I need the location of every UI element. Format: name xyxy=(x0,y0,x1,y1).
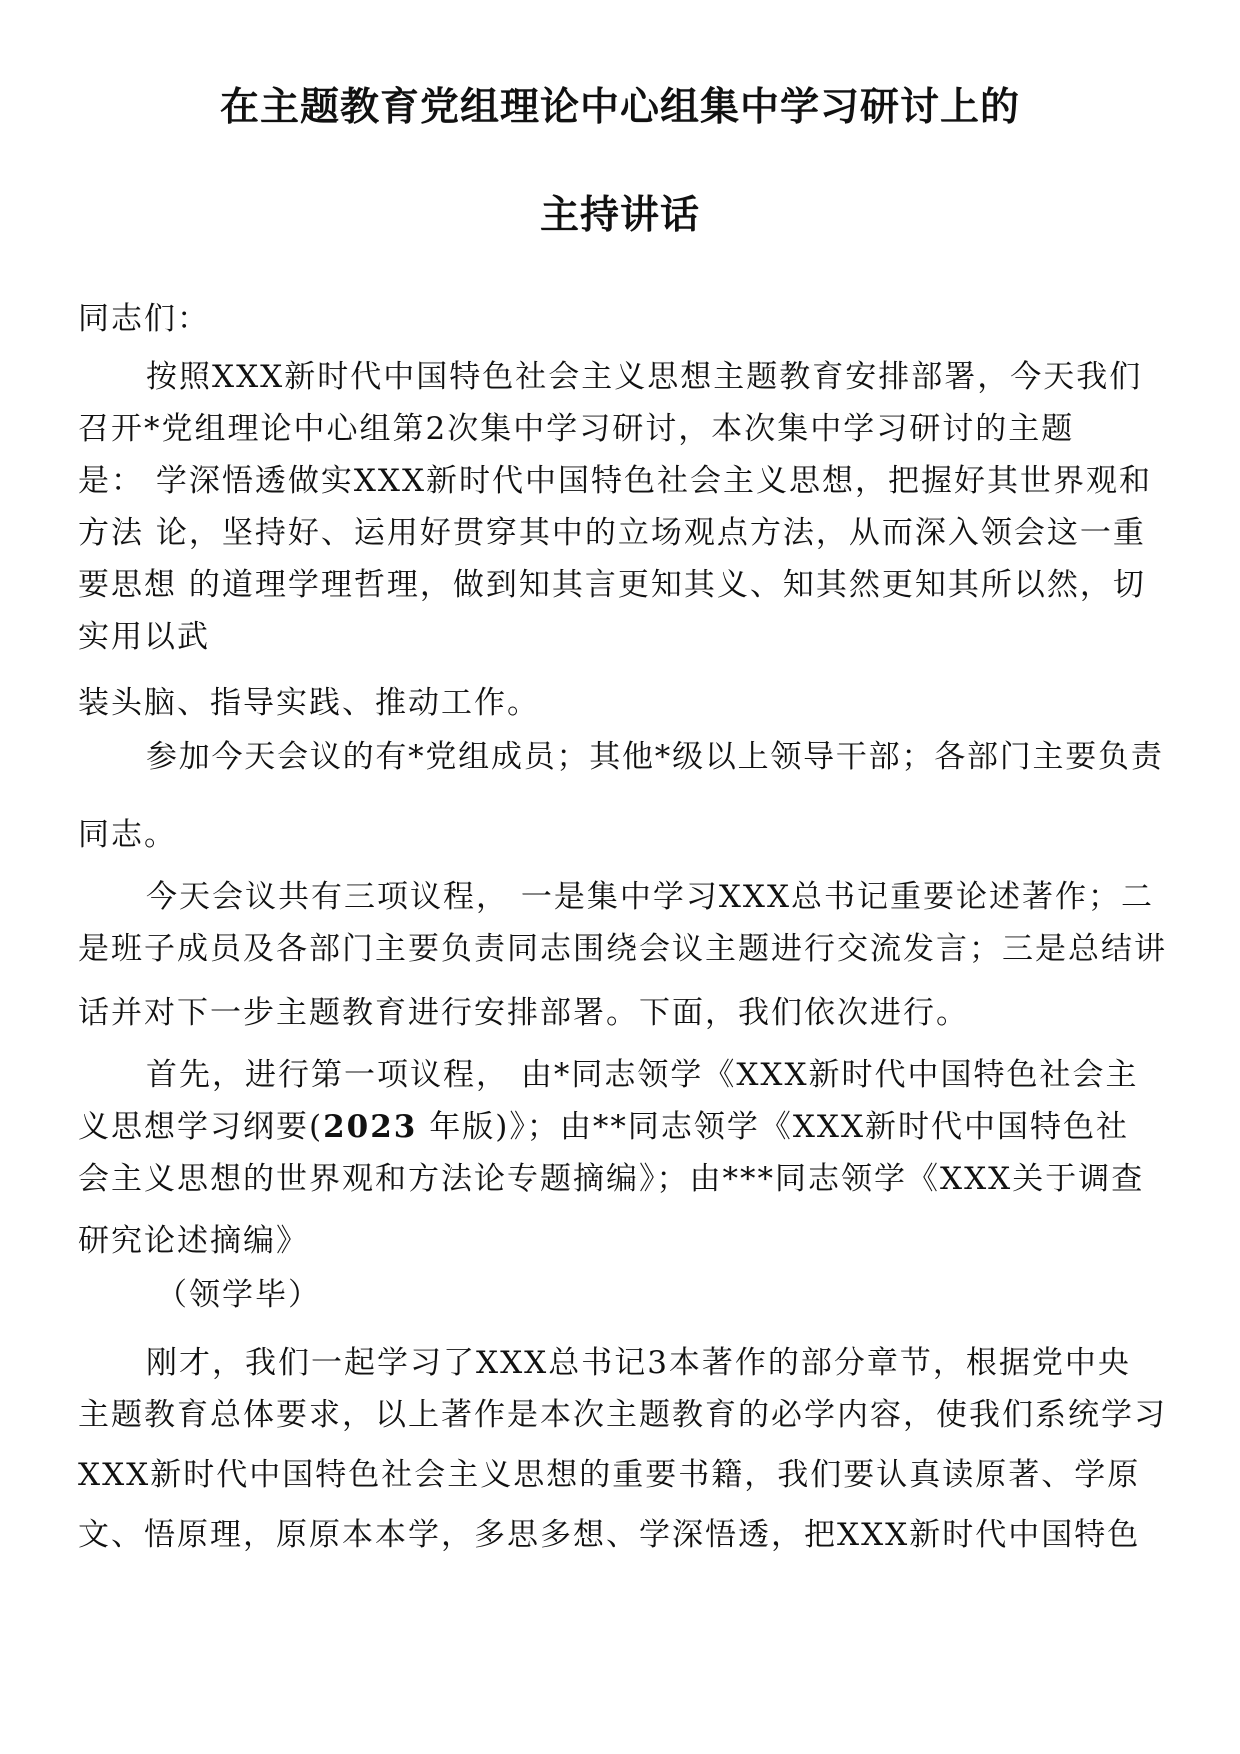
paragraph-line: XXX新时代中国特色社会主义思想的重要书籍，我们要认真读原著、学原 xyxy=(78,1457,1141,1493)
year-2023: 2023 xyxy=(323,1109,418,1145)
paragraph-line: 按照XXX新时代中国特色社会主义思想主题教育安排部署，今天我们 xyxy=(146,359,1143,395)
paragraph-line: 话并对下一步主题教育进行安排部署。下面，我们依次进行。 xyxy=(78,995,969,1031)
paragraph-line: 是： 学深悟透做实XXX新时代中国特色社会主义思想，把握好其世界观和 xyxy=(78,463,1153,499)
paragraph-line: 同志。 xyxy=(78,817,177,853)
paragraph-line: 文、悟原理，原原本本学，多思多想、学深悟透，把XXX新时代中国特色 xyxy=(78,1517,1141,1553)
paragraph-line: 主题教育总体要求，以上著作是本次主题教育的必学内容，使我们系统学习 xyxy=(78,1397,1167,1433)
salutation: 同志们： xyxy=(78,301,210,337)
document-title-line-2: 主持讲话 xyxy=(539,193,700,238)
paragraph-line: 首先，进行第一项议程， 由*同志领学《XXX新时代中国特色社会主 xyxy=(146,1057,1139,1093)
document-title-line-1: 在主题教育党组理论中心组集中学习研讨上的 xyxy=(219,85,1020,130)
paragraph-line xyxy=(78,1104,1129,1150)
paragraph-line: （领学毕） xyxy=(156,1277,321,1313)
text-segment: 义思想学习纲要( xyxy=(78,1109,324,1145)
paragraph-line: 参加今天会议的有*党组成员；其他*级以上领导干部；各部门主要负责 xyxy=(146,739,1164,775)
paragraph-line: 要思想 的道理学理哲理，做到知其言更知其义、知其然更知其所以然，切 xyxy=(78,567,1146,603)
paragraph-line: 研究论述摘编》 xyxy=(78,1223,309,1259)
paragraph-line: 装头脑、指导实践、推动工作。 xyxy=(78,685,540,721)
paragraph-line: 是班子成员及各部门主要负责同志围绕会议主题进行交流发言；三是总结讲 xyxy=(78,931,1167,967)
text-segment: 年版)》；由**同志领学《XXX新时代中国特色社 xyxy=(417,1109,1130,1145)
paragraph-line: 实用以武 xyxy=(78,619,210,655)
paragraph-line: 召开*党组理论中心组第2次集中学习研讨，本次集中学习研讨的主题 xyxy=(78,411,1075,447)
paragraph-line: 刚才，我们一起学习了XXX总书记3本著作的部分章节，根据党中央 xyxy=(146,1345,1131,1381)
paragraph-line: 会主义思想的世界观和方法论专题摘编》；由***同志领学《XXX关于调查 xyxy=(78,1161,1145,1197)
paragraph-line: 方法 论，坚持好、运用好贯穿其中的立场观点方法，从而深入领会这一重 xyxy=(78,515,1146,551)
paragraph-line: 今天会议共有三项议程， 一是集中学习XXX总书记重要论述著作；二 xyxy=(146,879,1155,915)
